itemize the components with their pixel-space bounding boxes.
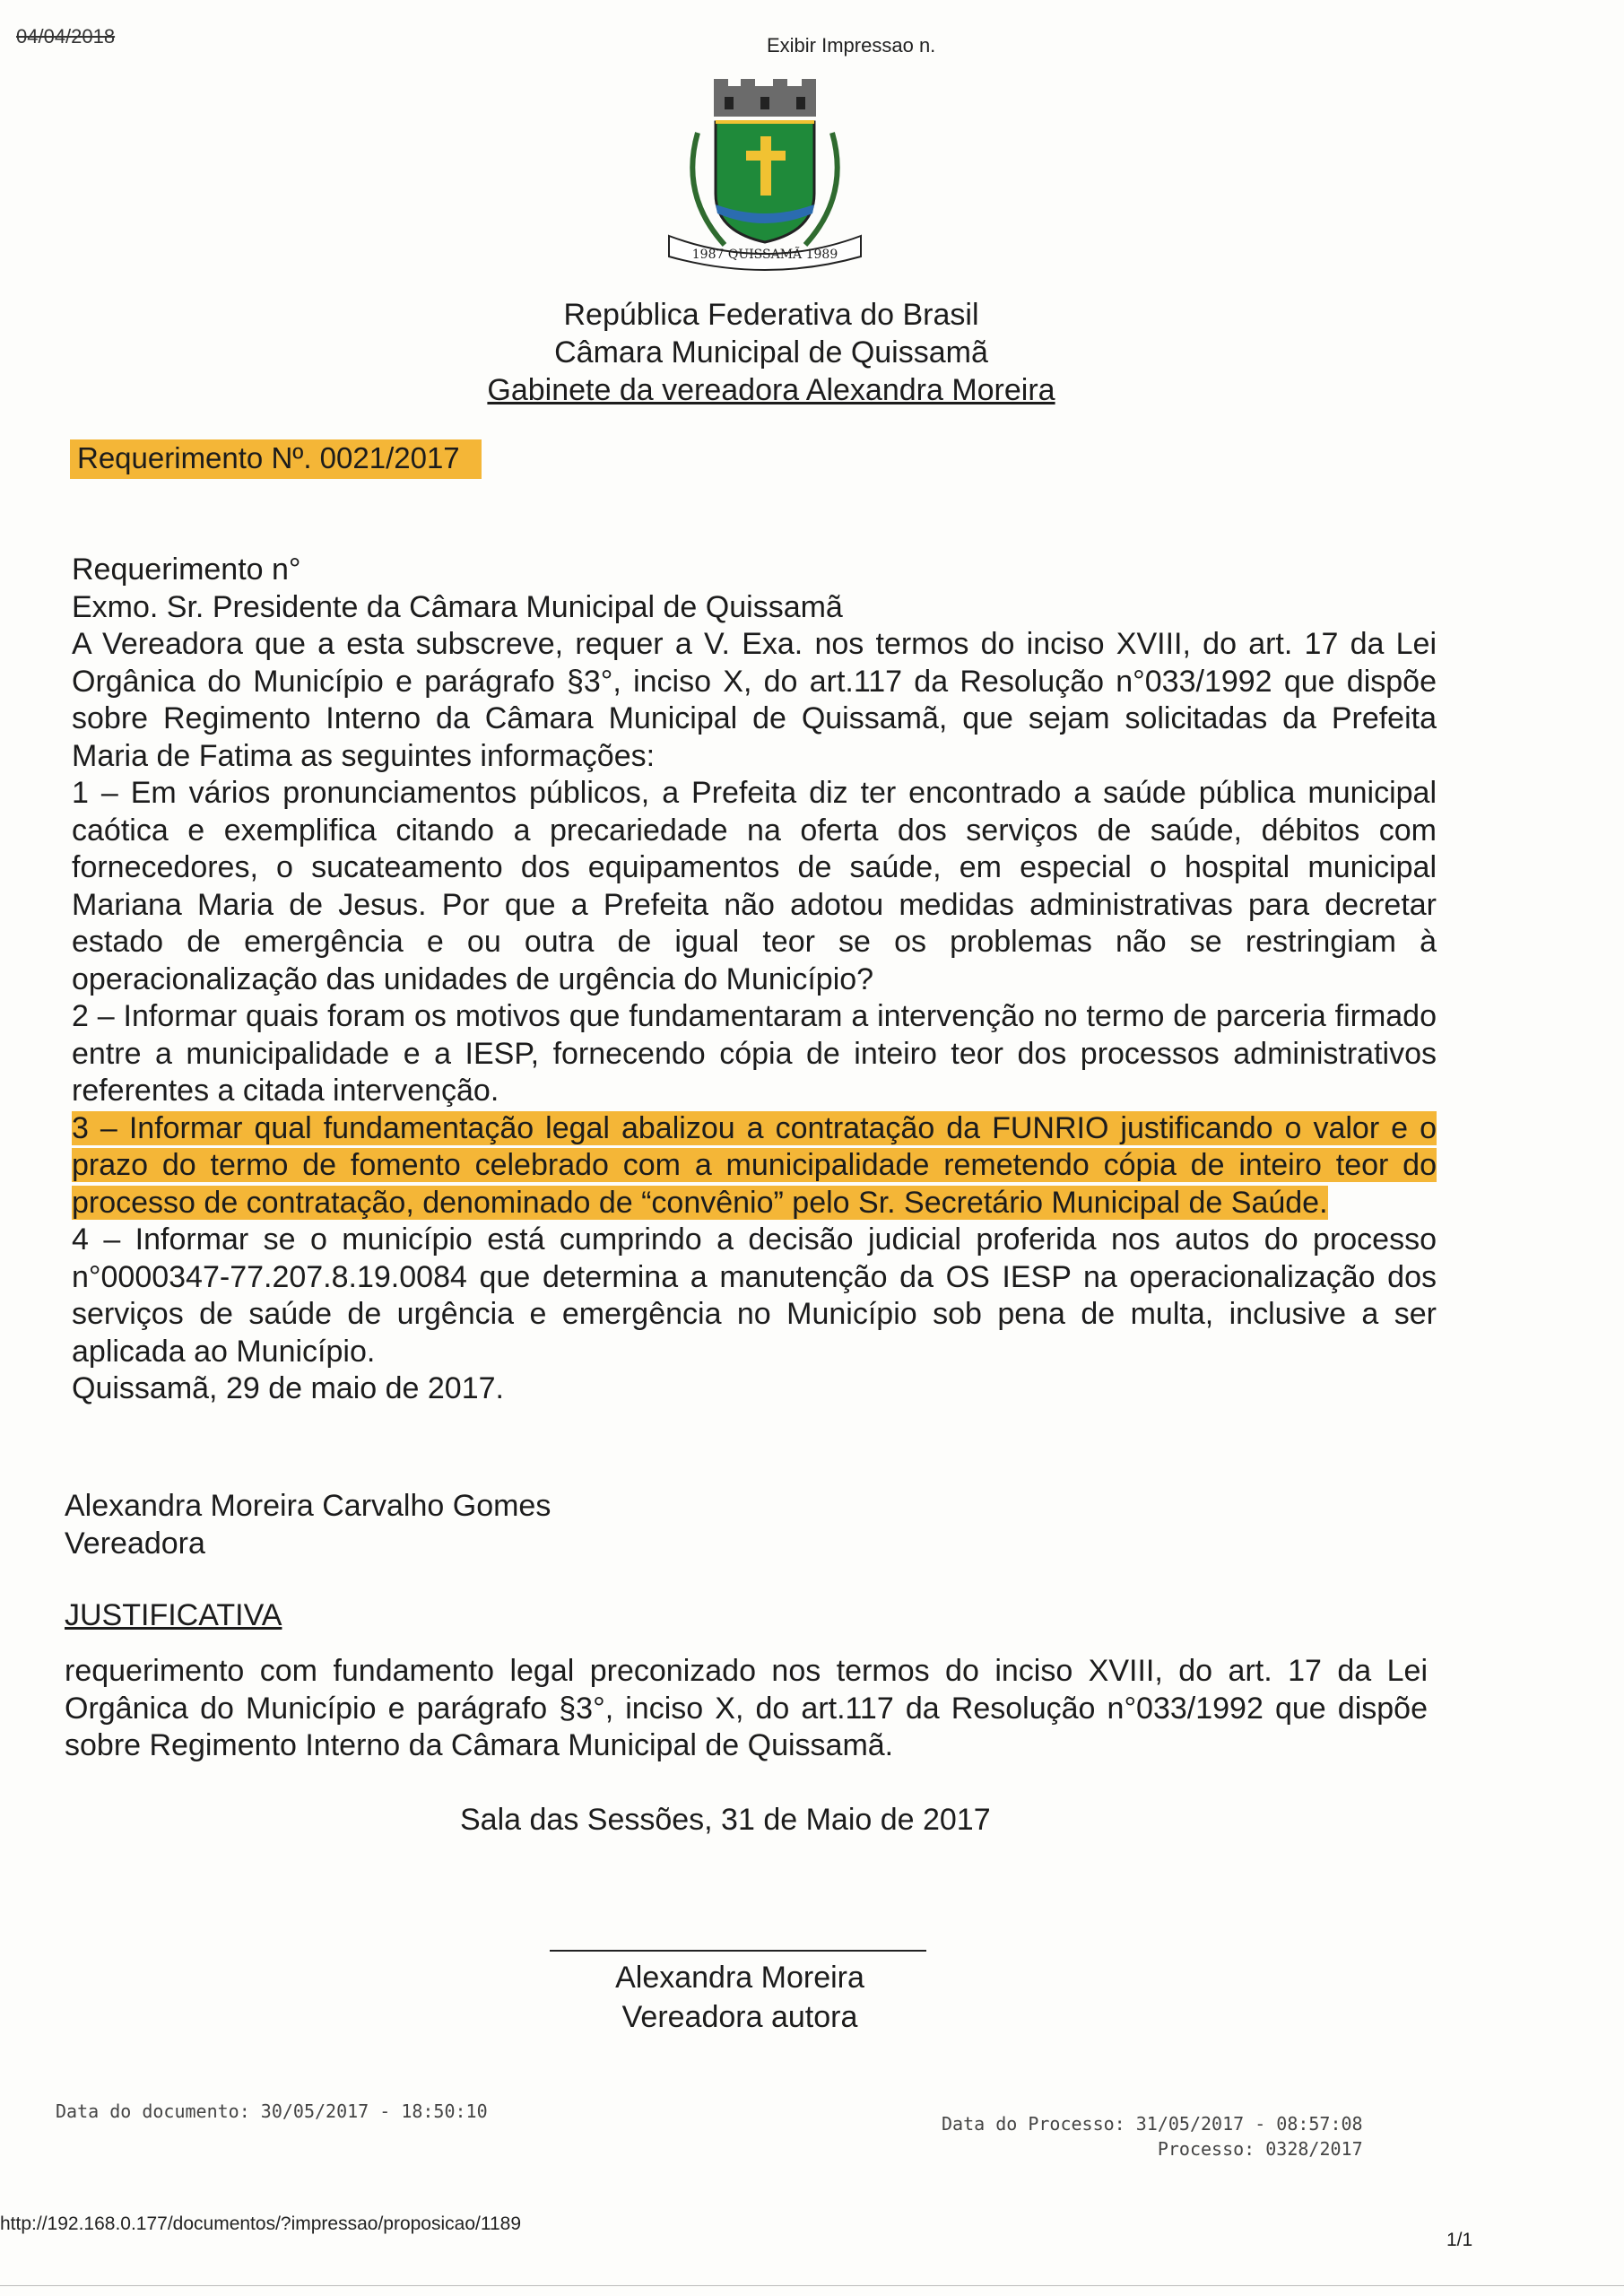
author-name: Alexandra Moreira (615, 1961, 864, 1995)
stamp-date: 04/04/2018 (16, 25, 116, 48)
request-item-1: 1 – Em vários pronunciamentos públicos, a Prefeita diz ter encontrado a saúde pública municipal caótica e exemplifica citando a precariedade na oferta dos serviços de saúde, débitos com fornecedores, o sucateamento dos equipamentos de saúde, em especial o hospital municipal Mariana Maria de Jesus. Por que a Prefeita não adotou medidas administrativas para decretar estado de emergência e ou outra de igual teor se os problemas não se restringiam à operacionalização das unidades de urgência do Município? (72, 776, 1437, 996)
author-signature (547, 1958, 933, 2037)
process-date: Data do Processo: 31/05/2017 - 08:57:08 (942, 2113, 1363, 2135)
document-date: Data do documento: 30/05/2017 - 18:50:10 (56, 2100, 488, 2122)
signer-name: Alexandra Moreira Carvalho Gomes (65, 1489, 551, 1523)
request-item-3 (72, 1110, 1437, 1222)
letterhead (430, 296, 1112, 409)
letterhead-chamber: Câmara Municipal de Quissamã (554, 335, 988, 370)
print-header: Exibir Impressao n. (767, 34, 936, 57)
request-label: Requerimento n° (72, 552, 301, 587)
request-item-2: 2 – Informar quais foram os motivos que fundamentaram a intervenção no termo de parceria firmado entre a municipalidade e a IESP, fornecendo cópia de inteiro teor dos processos administrativos referentes a citada intervenção. (72, 999, 1437, 1108)
request-intro: A Vereadora que a esta subscreve, requer a V. Exa. nos termos do inciso XVIII, do art. 17 da Lei Orgânica do Município e parágrafo §3°, inciso X, do art.117 da Resolução n°033/1992 que dispõe sobre Regimento Interno da Câmara Municipal de Quissamã, que sejam solicitadas da Prefeita Maria de Fatima as seguintes informações: (72, 627, 1437, 773)
page-border (0, 2285, 1624, 2286)
request-number: Requerimento Nº. 0021/2017 (70, 439, 482, 479)
print-url[interactable]: http://192.168.0.177/documentos/?impressao/proposicao/1189 (0, 2213, 522, 2234)
municipal-coat-of-arms-icon (662, 79, 868, 276)
session-date: Sala das Sessões, 31 de Maio de 2017 (460, 1803, 991, 1837)
process-number: Processo: 0328/2017 (1157, 2138, 1363, 2160)
request-date: Quissamã, 29 de maio de 2017. (72, 1371, 504, 1405)
justification-title: JUSTIFICATIVA (65, 1598, 282, 1632)
svg-text:1987 QUISSAMÃ 1989: 1987 QUISSAMÃ 1989 (691, 248, 838, 262)
signature-block (65, 1487, 551, 1562)
request-body (72, 552, 1437, 1408)
process-info (942, 2111, 1363, 2161)
highlighted-text: 3 – Informar qual fundamentação legal abalizou a contratação da FUNRIO justificando o valor e o prazo do termo de fomento celebrado com a municipalidade remetendo cópia de inteiro teor do processo de contratação, denominado de “convênio” pelo Sr. Secretário Municipal de Saúde. (72, 1110, 1437, 1220)
salutation: Exmo. Sr. Presidente da Câmara Municipal de Quissamã (72, 589, 843, 624)
letterhead-country: República Federativa do Brasil (563, 298, 979, 332)
signature-line (550, 1950, 926, 1952)
signer-role: Vereadora (65, 1526, 205, 1561)
letterhead-office: Gabinete da vereadora Alexandra Moreira (487, 373, 1055, 407)
justification-text: requerimento com fundamento legal preconizado nos termos do inciso XVIII, do art. 17 da Lei Orgânica do Município e parágrafo §3°, inciso X, do art.117 da Resolução n°033/1992 que dispõe sobre Regimento Interno da Câmara Municipal de Quissamã. (65, 1654, 1428, 1762)
author-role: Vereadora autora (621, 2000, 858, 2034)
page-number: 1/1 (1446, 2230, 1473, 2250)
request-item-4: 4 – Informar se o município está cumprindo a decisão judicial proferida nos autos do processo n°0000347-77.207.8.19.0084 que determina a manutenção da OS IESP na operacionalização dos serviços de saúde de urgência e emergência no Município sob pena de multa, inclusive a ser aplicada ao Município. (72, 1222, 1437, 1369)
